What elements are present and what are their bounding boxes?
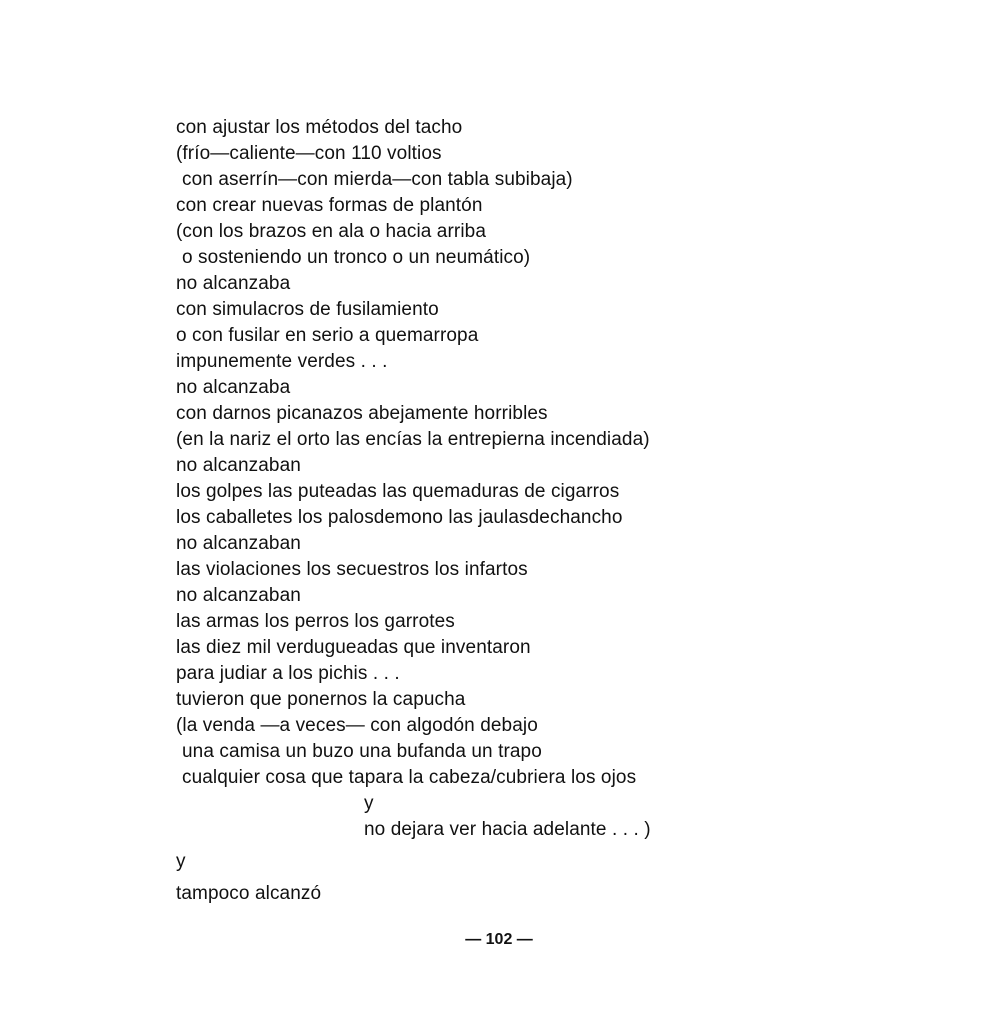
poem-line: con aserrín—con mierda—con tabla subibaja) — [182, 169, 573, 190]
poem-text — [176, 115, 956, 907]
poem-line: no alcanzaba — [176, 377, 291, 398]
poem-line: con simulacros de fusilamiento — [176, 299, 439, 320]
poem-line: no alcanzaban — [176, 455, 301, 476]
poem-line: y — [364, 793, 374, 814]
poem-line: las diez mil verdugueadas que inventaron — [176, 637, 531, 658]
poem-line: no alcanzaban — [176, 533, 301, 554]
poem-line: y — [176, 851, 186, 872]
poem-line: no alcanzaba — [176, 273, 291, 294]
poem-line: tampoco alcanzó — [176, 883, 322, 904]
poem-line: una camisa un buzo una bufanda un trapo — [182, 741, 542, 762]
poem-line: cualquier cosa que tapara la cabeza/cubriera los ojos — [182, 767, 637, 788]
poem-line: las armas los perros los garrotes — [176, 611, 455, 632]
poem-line: impunemente verdes . . . — [176, 351, 388, 372]
poem-line: para judiar a los pichis . . . — [176, 663, 400, 684]
poem-line: con crear nuevas formas de plantón — [176, 195, 483, 216]
poem-line: con ajustar los métodos del tacho — [176, 117, 463, 138]
poem-line: (la venda —a veces— con algodón debajo — [176, 715, 538, 736]
poem-line: con darnos picanazos abejamente horribles — [176, 403, 548, 424]
poem-line: (frío—caliente—con 110 voltios — [176, 143, 442, 164]
page-number: — 102 — — [465, 931, 533, 948]
poem-line: o con fusilar en serio a quemarropa — [176, 325, 479, 346]
poem-line: no dejara ver hacia adelante . . . ) — [364, 819, 651, 840]
poem-line: las violaciones los secuestros los infartos — [176, 559, 528, 580]
poem-line: los golpes las puteadas las quemaduras de cigarros — [176, 481, 620, 502]
poem-line: (con los brazos en ala o hacia arriba — [176, 221, 486, 242]
poem-line: los caballetes los palosdemono las jaulasdechancho — [176, 507, 623, 528]
poem-line: no alcanzaban — [176, 585, 301, 606]
poem-line: (en la nariz el orto las encías la entrepierna incendiada) — [176, 429, 650, 450]
poem-line: o sosteniendo un tronco o un neumático) — [182, 247, 531, 268]
poem-line: tuvieron que ponernos la capucha — [176, 689, 466, 710]
